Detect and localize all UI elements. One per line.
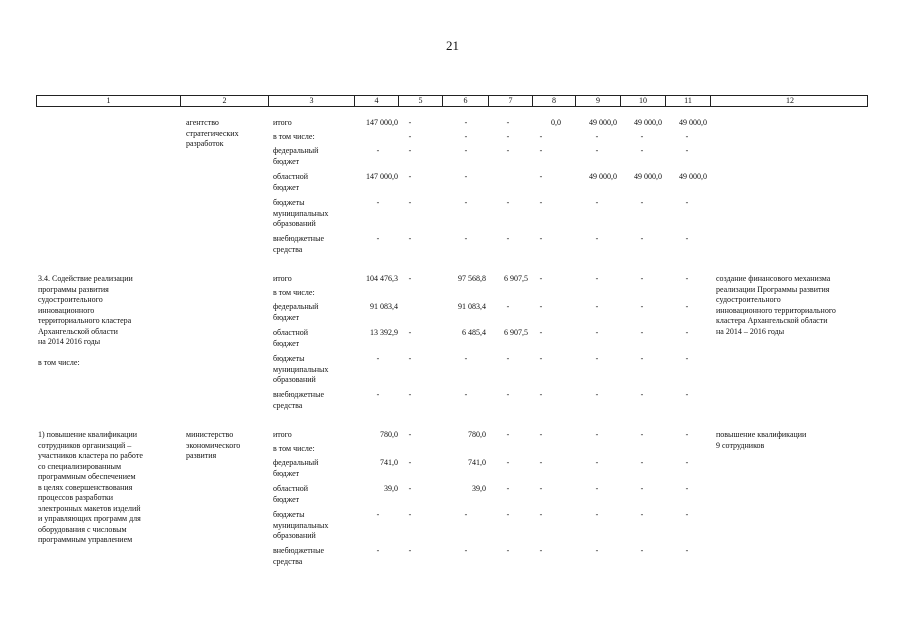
- value-cell: 780,0: [468, 430, 486, 439]
- value-cell: -: [539, 430, 543, 439]
- funding-source-label: итого: [273, 274, 292, 283]
- value-cell: 49 000,0: [679, 172, 707, 181]
- value-cell: -: [539, 146, 543, 155]
- value-cell: -: [506, 430, 510, 439]
- result-line: повышение квалификации: [716, 430, 807, 439]
- value-cell: -: [539, 458, 543, 467]
- value-cell: -: [595, 390, 599, 399]
- value-cell: 49 000,0: [589, 118, 617, 127]
- value-cell: 49 000,0: [679, 118, 707, 127]
- header-cell: 7: [489, 96, 533, 106]
- value-cell: -: [595, 302, 599, 311]
- funding-source-label: в том числе:: [273, 288, 315, 297]
- value-cell: 147 000,0: [366, 172, 398, 181]
- value-cell: -: [408, 328, 412, 337]
- value-cell: -: [506, 484, 510, 493]
- measure-description-line: территориального кластера: [38, 316, 132, 325]
- header-cell: 11: [666, 96, 711, 106]
- value-cell: 39,0: [472, 484, 486, 493]
- value-cell: -: [685, 146, 689, 155]
- measure-description-line: оборудования с числовым: [38, 524, 127, 534]
- funding-source-label: бюджет: [273, 468, 300, 478]
- measure-description-line: программы развития: [38, 284, 109, 294]
- header-cell: 5: [399, 96, 443, 106]
- value-cell: -: [685, 430, 689, 439]
- value-cell: -: [506, 132, 510, 141]
- funding-source-label: в том числе:: [273, 444, 315, 453]
- value-cell: -: [539, 302, 543, 311]
- measure-description-line: электронных макетов изделий: [38, 503, 141, 513]
- value-cell: -: [506, 118, 510, 127]
- funding-source-label: муниципальных: [273, 208, 329, 218]
- funding-source-label: бюджеты: [273, 510, 305, 519]
- value-cell: -: [506, 458, 510, 467]
- value-cell: -: [640, 390, 644, 399]
- measure-description-line: программным обеспечением: [38, 472, 136, 481]
- value-cell: -: [376, 354, 380, 363]
- value-cell: -: [685, 354, 689, 363]
- result-line: 9 сотрудников: [716, 440, 765, 450]
- value-cell: -: [685, 484, 689, 493]
- value-cell: -: [595, 510, 599, 519]
- value-cell: -: [408, 510, 412, 519]
- value-cell: 6 485,4: [462, 328, 486, 337]
- value-cell: -: [640, 430, 644, 439]
- executor-line: разработок: [186, 139, 224, 148]
- value-cell: -: [464, 118, 468, 127]
- funding-source-label: образований: [273, 531, 316, 540]
- header-cell: 12: [786, 96, 794, 105]
- value-cell: -: [376, 234, 380, 243]
- measure-description-line: участников кластера по работе: [38, 451, 143, 460]
- measure-description-line: 1) повышение квалификации: [38, 430, 137, 439]
- column-number-header: [36, 95, 868, 107]
- value-cell: -: [408, 390, 412, 399]
- value-cell: -: [464, 198, 468, 207]
- value-cell: -: [640, 274, 644, 283]
- value-cell: -: [595, 198, 599, 207]
- value-cell: -: [685, 510, 689, 519]
- value-cell: -: [595, 430, 599, 439]
- value-cell: -: [539, 510, 543, 519]
- value-cell: 91 083,4: [370, 302, 398, 311]
- value-cell: -: [640, 198, 644, 207]
- value-cell: -: [408, 458, 412, 467]
- funding-source-label: внебюджетные: [273, 546, 324, 555]
- value-cell: -: [464, 390, 468, 399]
- value-cell: -: [595, 458, 599, 467]
- value-cell: -: [464, 234, 468, 243]
- value-cell: -: [685, 302, 689, 311]
- value-cell: -: [376, 510, 380, 519]
- funding-source-label: федеральный: [273, 458, 319, 467]
- value-cell: -: [408, 118, 412, 127]
- executor-line: экономического: [186, 440, 241, 450]
- funding-source-label: внебюджетные: [273, 234, 324, 243]
- value-cell: -: [640, 354, 644, 363]
- value-cell: -: [595, 546, 599, 555]
- value-cell: -: [408, 430, 412, 439]
- header-cell: 3: [269, 96, 355, 106]
- value-cell: 147 000,0: [366, 118, 398, 127]
- funding-source-label: муниципальных: [273, 520, 329, 530]
- measure-description-line: Архангельской области: [38, 326, 118, 336]
- value-cell: -: [464, 172, 468, 181]
- value-cell: -: [408, 354, 412, 363]
- value-cell: -: [685, 390, 689, 399]
- value-cell: -: [506, 302, 510, 311]
- value-cell: -: [408, 198, 412, 207]
- value-cell: -: [640, 546, 644, 555]
- value-cell: -: [376, 146, 380, 155]
- result-line: создание финансового механизма: [716, 274, 831, 283]
- value-cell: 0,0: [551, 118, 561, 127]
- value-cell: -: [506, 510, 510, 519]
- value-cell: -: [464, 146, 468, 155]
- value-cell: 39,0: [384, 484, 398, 493]
- value-cell: -: [595, 354, 599, 363]
- value-cell: -: [595, 328, 599, 337]
- funding-source-label: образований: [273, 375, 316, 384]
- executor-line: министерство: [186, 430, 234, 439]
- value-cell: -: [539, 354, 543, 363]
- value-cell: -: [685, 274, 689, 283]
- value-cell: -: [376, 198, 380, 207]
- header-cell: 6: [443, 96, 489, 106]
- value-cell: 49 000,0: [589, 172, 617, 181]
- header-cell: 1: [37, 96, 181, 106]
- value-cell: 104 476,3: [366, 274, 398, 283]
- value-cell: 741,0: [468, 458, 486, 467]
- value-cell: -: [539, 234, 543, 243]
- funding-source-label: бюджет: [273, 312, 300, 322]
- value-cell: -: [539, 132, 543, 141]
- value-cell: -: [640, 132, 644, 141]
- value-cell: -: [685, 198, 689, 207]
- value-cell: 741,0: [380, 458, 398, 467]
- value-cell: -: [539, 390, 543, 399]
- value-cell: -: [408, 132, 412, 141]
- value-cell: -: [595, 234, 599, 243]
- value-cell: -: [539, 328, 543, 337]
- value-cell: -: [506, 390, 510, 399]
- value-cell: -: [408, 484, 412, 493]
- value-cell: -: [640, 302, 644, 311]
- value-cell: -: [464, 546, 468, 555]
- funding-source-label: бюджет: [273, 338, 300, 348]
- funding-source-label: бюджет: [273, 182, 300, 192]
- measure-description-line: и управляющих программ для: [38, 514, 141, 523]
- funding-source-label: итого: [273, 430, 292, 439]
- value-cell: 6 907,5: [504, 274, 528, 283]
- value-cell: -: [408, 274, 412, 283]
- value-cell: 97 568,8: [458, 274, 486, 283]
- funding-source-label: федеральный: [273, 302, 319, 311]
- value-cell: -: [685, 328, 689, 337]
- value-cell: -: [595, 146, 599, 155]
- result-line: инновационного территориального: [716, 305, 836, 315]
- measure-description-line: 3.4. Содействие реализации: [38, 274, 133, 283]
- measure-description-line: инновационного: [38, 305, 95, 315]
- measure-description-line: в целях совершенствования: [38, 482, 133, 492]
- value-cell: -: [506, 198, 510, 207]
- value-cell: -: [506, 234, 510, 243]
- header-cell: 9: [576, 96, 621, 106]
- funding-source-label: бюджеты: [273, 198, 305, 207]
- funding-source-label: средства: [273, 400, 303, 410]
- value-cell: -: [376, 390, 380, 399]
- header-cell: 8: [533, 96, 576, 106]
- funding-source-label: средства: [273, 244, 303, 254]
- measure-description-line: в том числе:: [38, 358, 80, 367]
- funding-source-label: средства: [273, 556, 303, 566]
- value-cell: -: [408, 546, 412, 555]
- executor-line: агентство: [186, 118, 219, 127]
- value-cell: -: [506, 354, 510, 363]
- value-cell: 49 000,0: [634, 172, 662, 181]
- value-cell: 13 392,9: [370, 328, 398, 337]
- value-cell: -: [376, 546, 380, 555]
- funding-source-label: муниципальных: [273, 364, 329, 374]
- value-cell: -: [640, 234, 644, 243]
- value-cell: -: [640, 484, 644, 493]
- value-cell: -: [464, 510, 468, 519]
- value-cell: -: [595, 132, 599, 141]
- measure-description-line: судостроительного: [38, 295, 103, 304]
- result-line: на 2014 – 2016 годы: [716, 326, 785, 336]
- value-cell: -: [640, 510, 644, 519]
- value-cell: -: [640, 458, 644, 467]
- value-cell: 91 083,4: [458, 302, 486, 311]
- funding-source-label: итого: [273, 118, 292, 127]
- value-cell: -: [408, 146, 412, 155]
- header-cell: 10: [621, 96, 666, 106]
- funding-source-label: областной: [273, 484, 309, 493]
- value-cell: -: [685, 546, 689, 555]
- value-cell: -: [539, 274, 543, 283]
- value-cell: -: [539, 546, 543, 555]
- measure-description-line: со специализированным: [38, 461, 122, 471]
- funding-source-label: в том числе:: [273, 132, 315, 141]
- value-cell: -: [539, 198, 543, 207]
- value-cell: -: [408, 234, 412, 243]
- funding-source-label: областной: [273, 328, 309, 337]
- funding-source-label: бюджет: [273, 156, 300, 166]
- executor-line: стратегических: [186, 128, 239, 138]
- value-cell: -: [685, 458, 689, 467]
- measure-description-line: процессов разработки: [38, 493, 114, 502]
- value-cell: -: [685, 132, 689, 141]
- value-cell: -: [539, 484, 543, 493]
- funding-source-label: внебюджетные: [273, 390, 324, 399]
- funding-source-label: образований: [273, 219, 316, 228]
- page-number: 21: [446, 38, 459, 53]
- funding-source-label: бюджет: [273, 494, 300, 504]
- result-line: судостроительного: [716, 295, 781, 304]
- executor-line: развития: [186, 451, 217, 460]
- measure-description-line: на 2014 2016 годы: [38, 337, 101, 346]
- header-cell: 2: [181, 96, 269, 106]
- funding-source-label: бюджеты: [273, 354, 305, 363]
- value-cell: 780,0: [380, 430, 398, 439]
- result-line: реализации Программы развития: [716, 284, 830, 294]
- header-cell: 4: [355, 96, 399, 106]
- value-cell: -: [595, 484, 599, 493]
- value-cell: -: [539, 172, 543, 181]
- funding-source-label: федеральный: [273, 146, 319, 155]
- value-cell: -: [685, 234, 689, 243]
- measure-description-line: программным управлением: [38, 535, 133, 544]
- value-cell: -: [506, 146, 510, 155]
- value-cell: -: [464, 132, 468, 141]
- value-cell: -: [595, 274, 599, 283]
- result-line: кластера Архангельской области: [716, 316, 828, 325]
- value-cell: -: [464, 354, 468, 363]
- value-cell: 6 907,5: [504, 328, 528, 337]
- funding-source-label: областной: [273, 172, 309, 181]
- value-cell: -: [408, 172, 412, 181]
- measure-description-line: сотрудников организаций –: [38, 440, 132, 450]
- value-cell: 49 000,0: [634, 118, 662, 127]
- value-cell: -: [506, 546, 510, 555]
- value-cell: -: [640, 146, 644, 155]
- value-cell: -: [640, 328, 644, 337]
